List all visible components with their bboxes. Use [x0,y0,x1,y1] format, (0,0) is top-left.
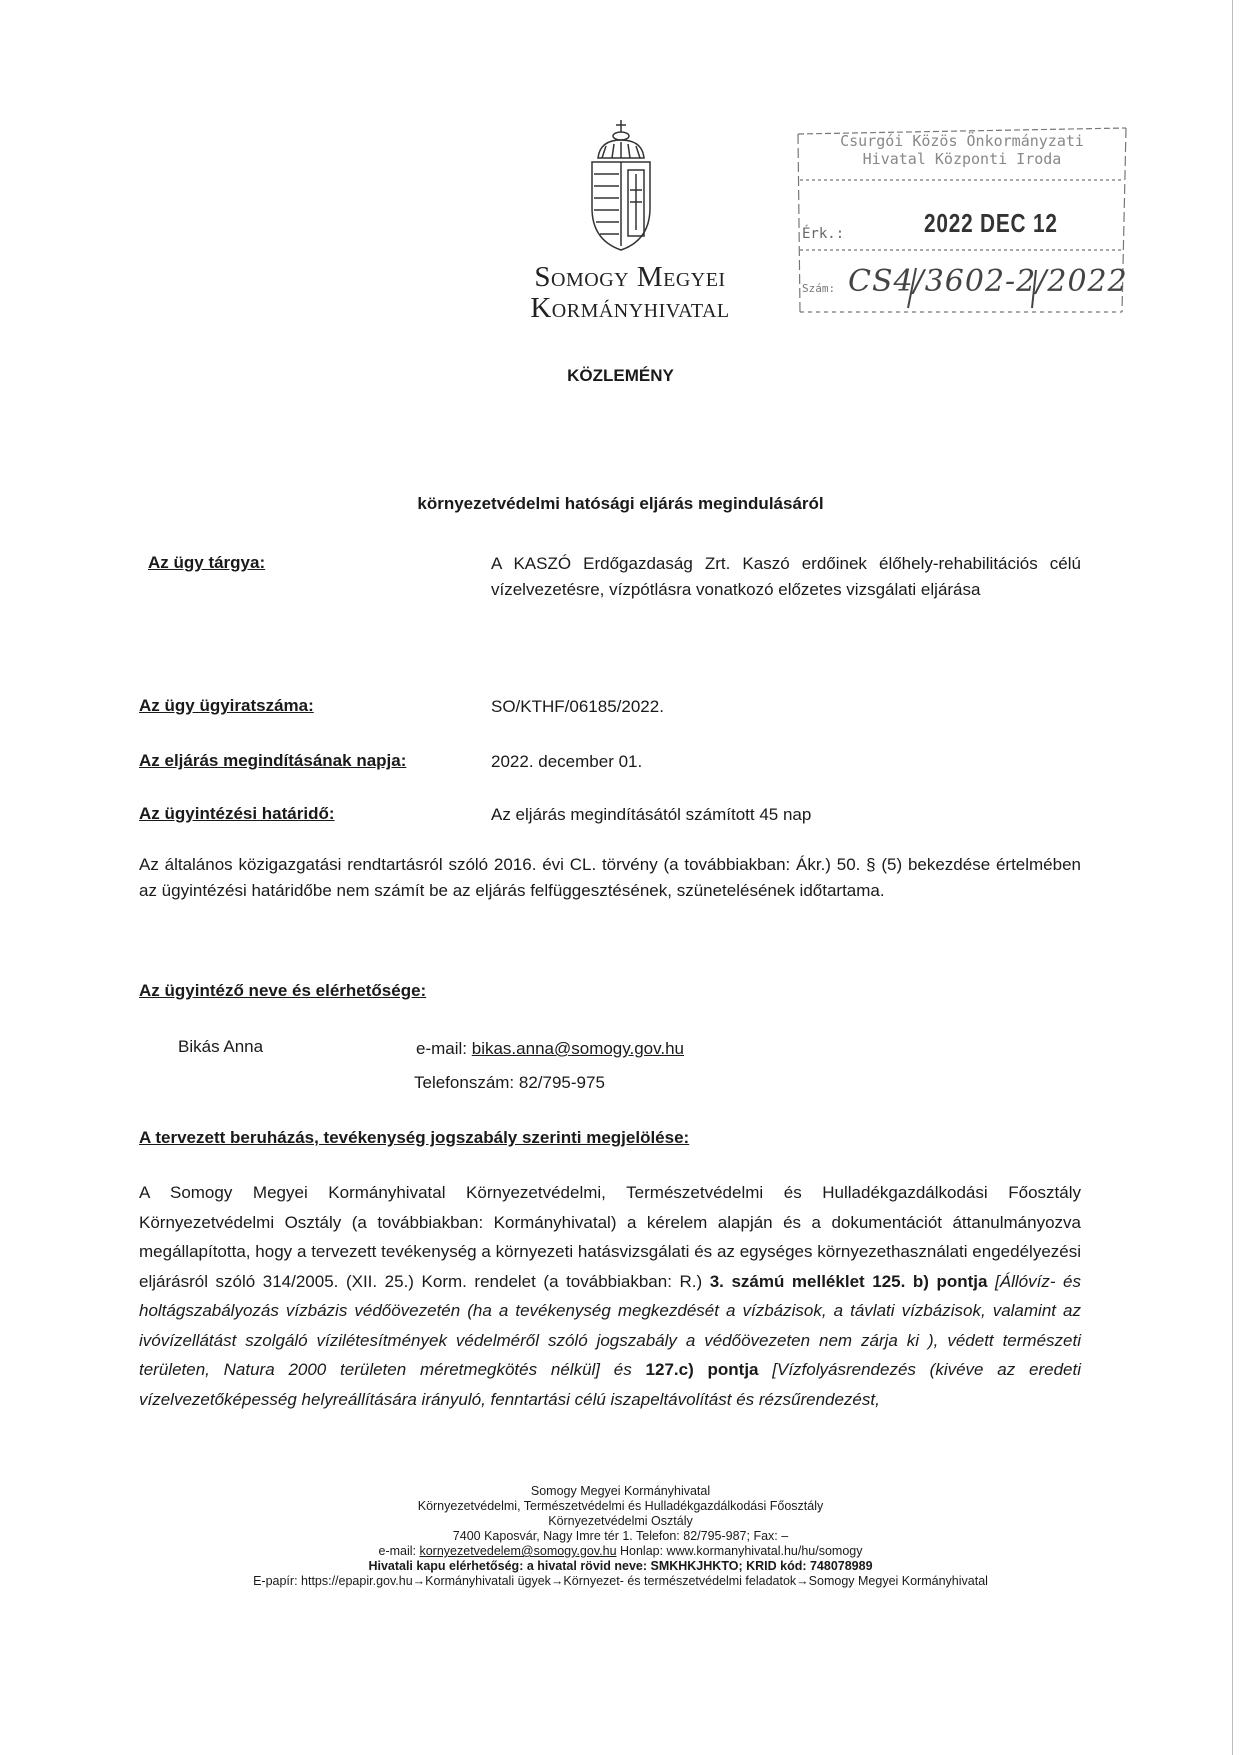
file-number-label: Az ügy ügyiratszáma: [139,696,314,715]
deadline-value: Az eljárás megindításától számított 45 nap [491,805,812,824]
received-stamp [796,122,1128,322]
planned-text-part1: A Somogy Megyei Kormányhivatal Környezetvédelmi, Természetvédelmi és Hulladékgazdálkodási Főosztály Környezetvédelmi Osztály (a továbbiakban: Kormányhivatal) a kérelem alapján és a dokumentációt áttanulmányozva megállapította, hogy a tervezett tevékenység a környezeti hatásvizsgálati és az egységes környezethasználati engedélyezési eljárásról szóló 314/2005. (XII. 25.) Korm. rendelet (a továbbiakban: R.) [139,1183,1081,1291]
issuing-office-name [490,262,770,324]
file-number-value: SO/KTHF/06185/2022. [491,697,664,716]
planned-text-annex-127c: 127.c) pontja [645,1360,759,1379]
planned-text-quote-127c: [Vízfolyásrendezés (kivéve az eredeti vízelvezetőképesség helyreállítására irányuló, fenntartási célú iszapeltávolítást és rézsűrendezést, [139,1360,1081,1409]
footer-line-address: 7400 Kaposvár, Nagy Imre tér 1. Telefon: 82/795-987; Fax: – [452,1529,789,1543]
contact-phone: Telefonszám: 82/795-975 [414,1073,605,1092]
contact-email-row [416,1036,684,1062]
start-date-label: Az eljárás megindításának napja: [139,751,407,770]
hungarian-coat-of-arms-icon [588,118,654,253]
planned-activity-paragraph [139,1178,1081,1414]
stamp-file-number: CS4/3602-2/2022 [848,264,1128,299]
planned-activity-label: A tervezett beruházás, tevékenység jogszabály szerinti megjelölése: [139,1128,690,1147]
planned-text-annex-125b: 3. számú melléklet 125. b) pontja [709,1271,988,1291]
footer-line-epapir: E-papír: https://epapir.gov.hu→Kormányhivatali ügyek→Környezet- és természetvédelmi feladatok→Somogy Megyei Kormányhivatal [253,1574,988,1588]
footer-line-unit: Környezetvédelmi Osztály [548,1514,693,1528]
contact-name: Bikás Anna [178,1037,264,1056]
contact-email-link[interactable]: bikas.anna@somogy.gov.hu [471,1039,685,1058]
footer-line-department: Környezetvédelmi, Természetvédelmi és Hulladékgazdálkodási Főosztály [417,1499,824,1513]
footer-line-gateway: Hivatali kapu elérhetőség: a hivatal rövid neve: SMKHKJHKTO; KRID kód: 748078989 [368,1559,873,1573]
planned-text-quote-125b: [Állóvíz- és holtágszabályozás vízbázis védőövezetén (ha a tevékenység megkezdését a vízbázisok, a távlati vízbázisok, valamint az ivóvízellátást szolgáló vízilétesítmények védelméről szóló jogszabály a védőövezeten nem zárja ki ), védett természeti területen, Natura 2000 területen méretmegkötés nélkül] [139,1271,1082,1379]
footer-email-link[interactable]: kornyezetvedelem@somogy.gov.hu [419,1544,617,1558]
document-subtitle: környezetvédelmi hatósági eljárás megindulásáról [417,494,824,513]
subject-value: A KASZÓ Erdőgazdaság Zrt. Kaszó erdőinek élőhely-rehabilitációs célú vízelvezetésre, vízpótlásra vonatkozó előzetes vizsgálati eljárása [491,554,1081,599]
deadline-note-paragraph: Az általános közigazgatási rendtartásról szóló 2016. évi CL. törvény (a továbbiakban: Ákr.) 50. § (5) bekezdése értelmében az ügyintézési határidőbe nem számít be az eljárás felfüggesztésének, szünetelésének időtartama. [139,855,1081,900]
stamp-number-label: Szám: [802,282,836,295]
subject-label: Az ügy tárgya: [148,553,266,572]
stamp-received-label: Érk.: [802,226,845,242]
office-name-line2: Kormányhivatal [530,292,730,324]
planned-text-conjunction: és [613,1360,646,1379]
contact-label: Az ügyintéző neve és elérhetősége: [139,981,427,1000]
page-footer [0,1484,1241,1589]
footer-line-office: Somogy Megyei Kormányhivatal [530,1484,711,1498]
document-title: KÖZLEMÉNY [567,366,674,385]
footer-website: Honlap: www.kormanyhivatal.hu/hu/somogy [616,1544,863,1558]
stamp-received-date: 2022 DEC 12 [924,208,1058,238]
contact-email-label: e-mail: [416,1039,468,1058]
footer-line-contact [0,1544,1241,1559]
office-name-line1: Somogy Megyei [534,261,726,293]
deadline-label: Az ügyintézési határidő: [139,804,335,823]
footer-email-prefix: e-mail: [378,1544,420,1558]
start-date-value: 2022. december 01. [491,752,643,771]
stamp-office-name: Csurgói Közös Önkormányzati Hivatal Központi Iroda [840,132,1084,168]
